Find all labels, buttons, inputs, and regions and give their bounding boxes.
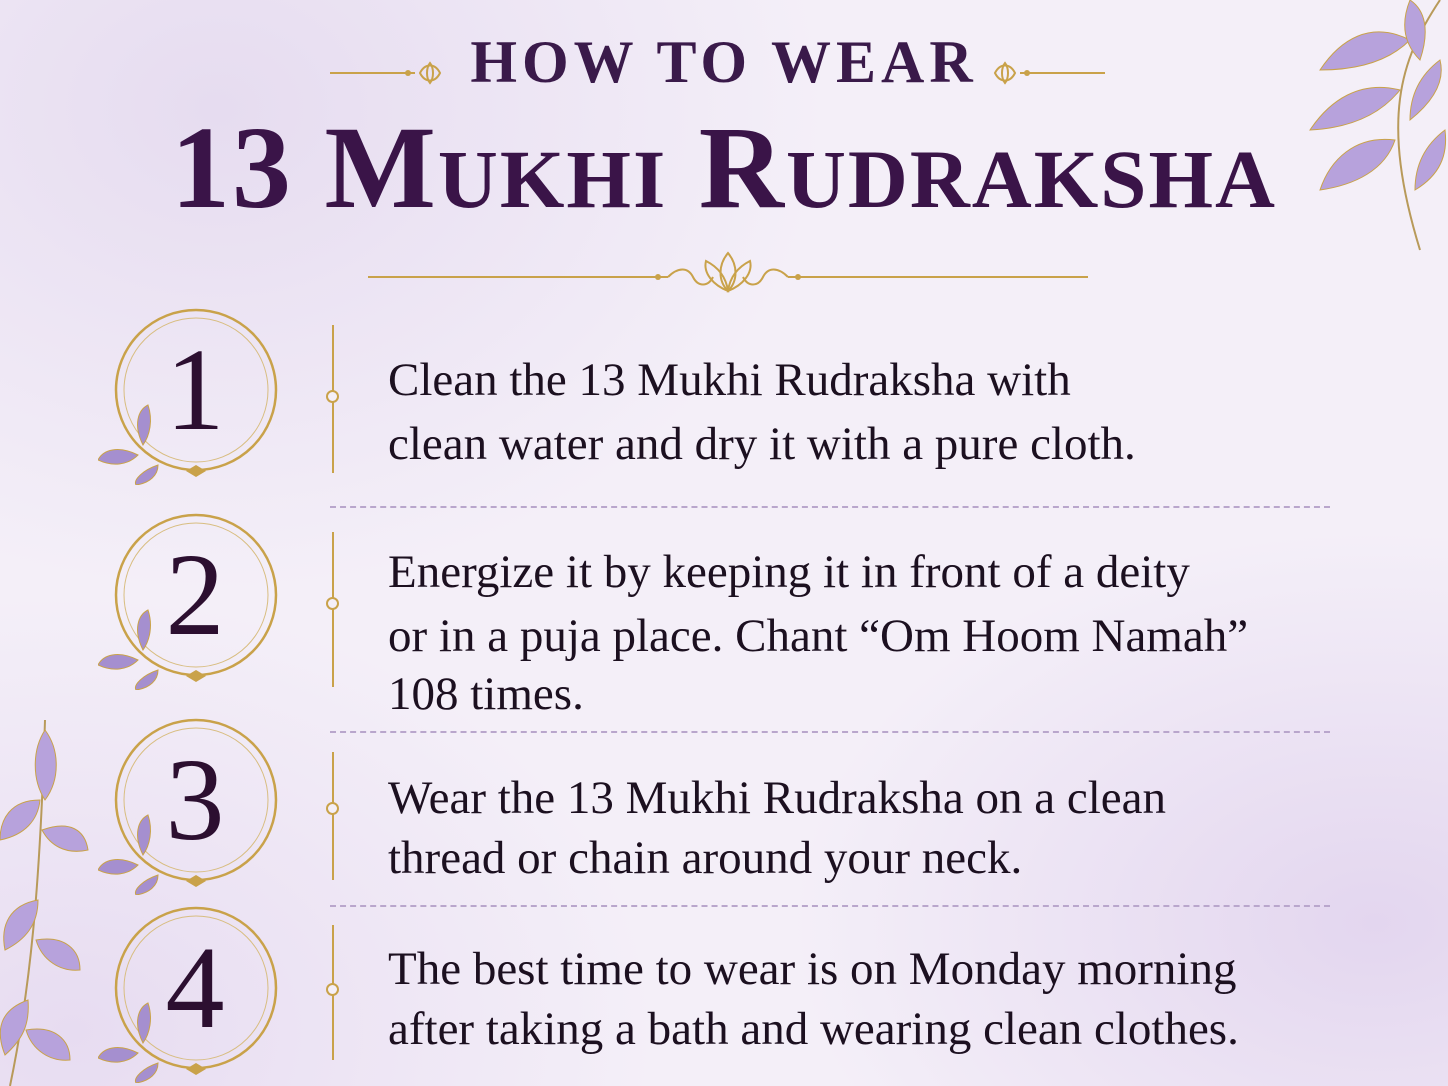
step-text-line: The best time to wear is on Monday morning: [388, 943, 1237, 995]
lotus-ornament-icon: [368, 245, 1088, 301]
step-connector-dot: [326, 802, 339, 815]
step-text-line: 108 times.: [388, 668, 584, 720]
page-title: 13 Mukhi Rudraksha: [171, 102, 1277, 233]
step-number: 1: [165, 324, 225, 455]
step-connector-dot: [326, 390, 339, 403]
step-text-line: thread or chain around your neck.: [388, 832, 1023, 884]
divider: [330, 731, 1330, 733]
step-text-line: clean water and dry it with a pure cloth.: [388, 418, 1136, 470]
step-connector-dot: [326, 983, 339, 996]
step-text-line: or in a puja place. Chant “Om Hoom Namah”: [388, 610, 1249, 662]
divider: [330, 506, 1330, 508]
step-text-line: after taking a bath and wearing clean clothes.: [388, 1003, 1239, 1055]
divider: [330, 905, 1330, 907]
step-connector-line: [332, 752, 334, 880]
step-text-line: Wear the 13 Mukhi Rudraksha on a clean: [388, 772, 1167, 824]
step-number: 3: [165, 734, 225, 865]
step-connector-dot: [326, 597, 339, 610]
step-text-line: Clean the 13 Mukhi Rudraksha with: [388, 354, 1071, 406]
step-description: [388, 348, 1348, 476]
step-description: [388, 766, 1348, 890]
leaf-branch-bottom-left-icon: [0, 710, 90, 1086]
step-description: [388, 540, 1348, 726]
step-number: 2: [165, 529, 225, 660]
step-text-line: Energize it by keeping it in front of a deity: [388, 546, 1190, 598]
step-number: 4: [165, 922, 225, 1053]
subtitle-heading: HOW TO WEAR: [470, 29, 978, 95]
step-description: [388, 937, 1348, 1061]
